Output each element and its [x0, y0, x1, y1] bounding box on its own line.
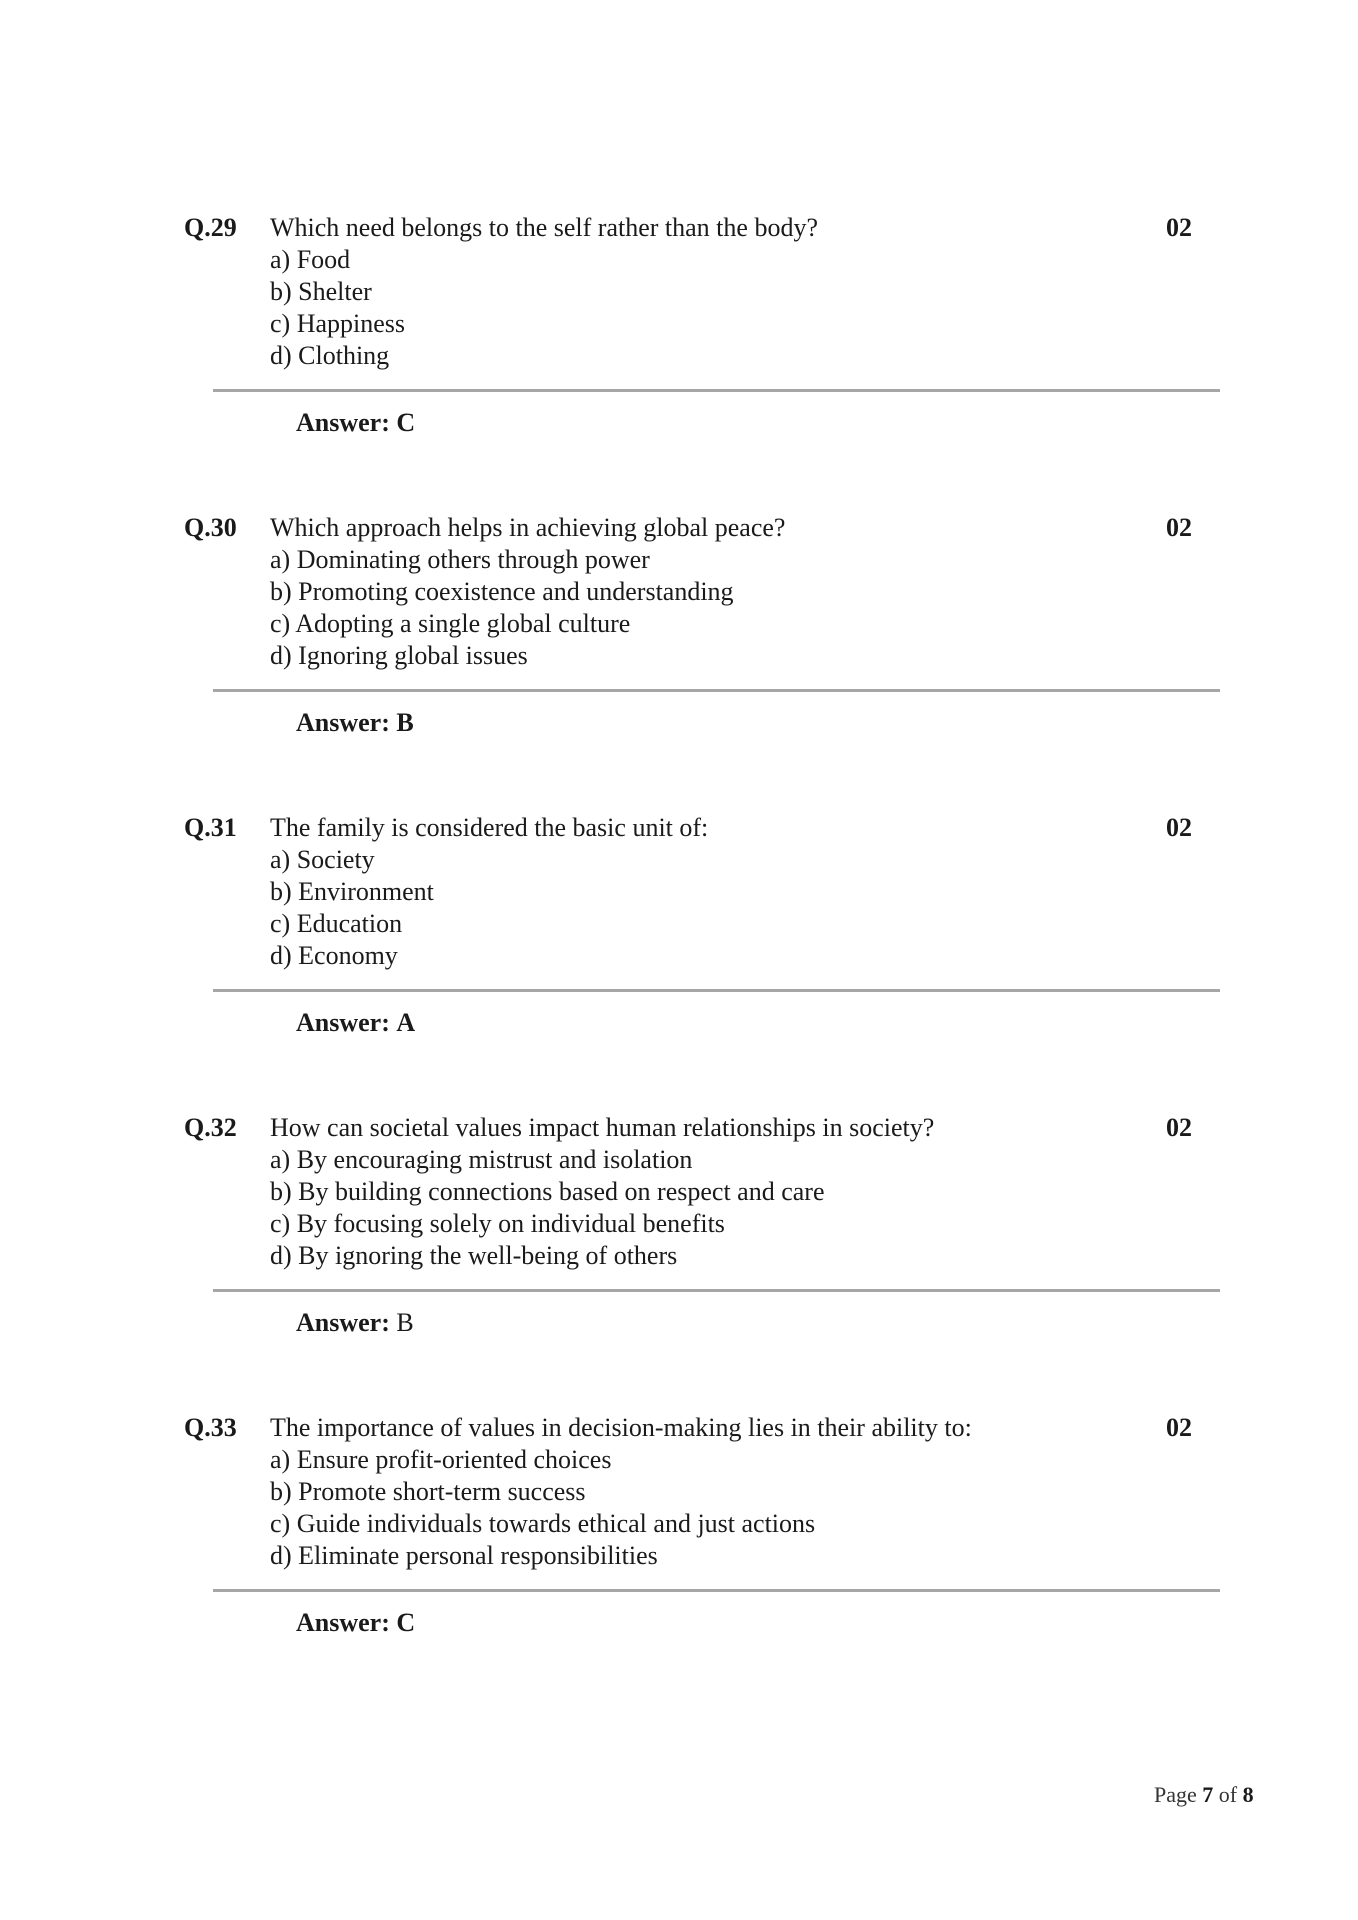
question-body	[270, 1112, 1150, 1272]
option-b: b) Shelter	[270, 277, 372, 306]
answer-line	[296, 1007, 415, 1039]
option-d: d) Clothing	[270, 341, 390, 370]
option-b: b) Promoting coexistence and understanding	[270, 577, 734, 606]
answer-divider	[213, 1289, 1220, 1292]
question-number: Q.32	[184, 1113, 237, 1142]
answer-line	[296, 1307, 414, 1339]
question-text: Which need belongs to the self rather than the body?	[270, 213, 818, 242]
answer-line	[296, 707, 414, 739]
option-d: d) Eliminate personal responsibilities	[270, 1541, 658, 1570]
question-body	[270, 812, 1150, 972]
question-text: The family is considered the basic unit of:	[270, 813, 709, 842]
answer-value: B	[396, 1308, 414, 1337]
option-c: c) Guide individuals towards ethical and just actions	[270, 1509, 816, 1538]
question-marks: 02	[1166, 1113, 1192, 1142]
answer-value: A	[396, 1008, 416, 1037]
answer-label: Answer:	[296, 1008, 390, 1037]
option-a: a) Food	[270, 245, 351, 274]
of-word: of	[1218, 1782, 1238, 1807]
current-page-number: 7	[1202, 1782, 1214, 1807]
option-c: c) Education	[270, 909, 403, 938]
answer-label: Answer:	[296, 408, 390, 437]
question-body	[270, 212, 1150, 372]
page-footer	[1154, 1781, 1254, 1809]
option-d: d) Economy	[270, 941, 398, 970]
option-a: a) Dominating others through power	[270, 545, 650, 574]
answer-value: C	[396, 408, 416, 437]
answer-divider	[213, 989, 1220, 992]
question-marks: 02	[1166, 213, 1192, 242]
question-text: How can societal values impact human relationships in society?	[270, 1113, 935, 1142]
question-text: Which approach helps in achieving global peace?	[270, 513, 786, 542]
answer-line	[296, 1607, 415, 1639]
option-c: c) Adopting a single global culture	[270, 609, 631, 638]
question-33	[0, 1412, 1358, 1712]
option-b: b) By building connections based on respect and care	[270, 1177, 825, 1206]
question-32	[0, 1112, 1358, 1412]
page-word: Page	[1154, 1782, 1197, 1807]
option-b: b) Environment	[270, 877, 434, 906]
question-number: Q.29	[184, 213, 237, 242]
question-number: Q.31	[184, 813, 237, 842]
question-body	[270, 1412, 1150, 1572]
question-marks: 02	[1166, 813, 1192, 842]
answer-label: Answer:	[296, 708, 390, 737]
question-number: Q.33	[184, 1413, 237, 1442]
answer-divider	[213, 1589, 1220, 1592]
option-c: c) Happiness	[270, 309, 406, 338]
option-d: d) Ignoring global issues	[270, 641, 528, 670]
option-b: b) Promote short-term success	[270, 1477, 586, 1506]
option-a: a) Society	[270, 845, 375, 874]
answer-divider	[213, 689, 1220, 692]
total-pages-number: 8	[1242, 1782, 1254, 1807]
question-text: The importance of values in decision-making lies in their ability to:	[270, 1413, 972, 1442]
question-body	[270, 512, 1150, 672]
question-marks: 02	[1166, 1413, 1192, 1442]
answer-label: Answer:	[296, 1608, 390, 1637]
option-c: c) By focusing solely on individual benefits	[270, 1209, 725, 1238]
question-number: Q.30	[184, 513, 237, 542]
option-a: a) Ensure profit-oriented choices	[270, 1445, 612, 1474]
question-marks: 02	[1166, 513, 1192, 542]
option-d: d) By ignoring the well-being of others	[270, 1241, 678, 1270]
answer-value: B	[396, 708, 414, 737]
question-31	[0, 812, 1358, 1112]
answer-value: C	[396, 1608, 416, 1637]
option-a: a) By encouraging mistrust and isolation	[270, 1145, 693, 1174]
answer-divider	[213, 389, 1220, 392]
answer-line	[296, 407, 415, 439]
question-30	[0, 512, 1358, 812]
question-29	[0, 212, 1358, 512]
answer-label: Answer:	[296, 1308, 390, 1337]
